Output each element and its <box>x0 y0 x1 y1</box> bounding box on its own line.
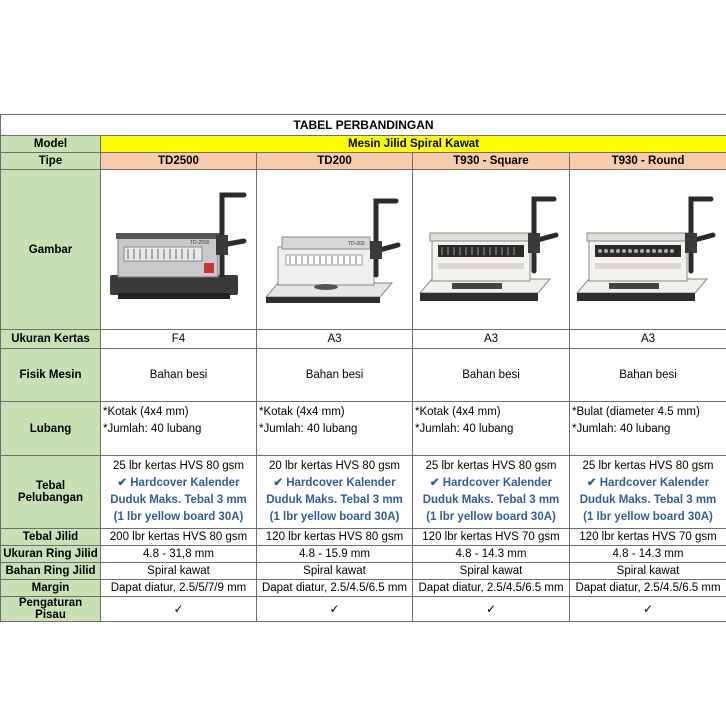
tipe-td2500: TD2500 <box>101 153 257 170</box>
tebal-jilid-td2500: 200 lbr kertas HVS 80 gsm <box>101 529 257 546</box>
pelubangan-tebal: Duduk Maks. Tebal 3 mm <box>110 494 247 506</box>
pelubangan-kertas: 25 lbr kertas HVS 80 gsm <box>582 460 714 472</box>
label-lubang: Lubang <box>1 402 101 456</box>
fisik-mesin-td2500: Bahan besi <box>101 349 257 402</box>
lubang-jumlah: *Jumlah: 40 lubang <box>103 423 202 435</box>
pisau-check-icon: ✓ <box>413 597 570 622</box>
pisau-check-icon: ✓ <box>101 597 257 622</box>
label-pengaturan-pisau: Pengaturan Pisau <box>1 597 101 622</box>
image-td2500 <box>101 170 257 330</box>
ukuran-ring-td2500: 4.8 - 31,8 mm <box>101 546 257 563</box>
pelubangan-board: (1 lbr yellow board 30A) <box>583 511 713 523</box>
lubang-jumlah: *Jumlah: 40 lubang <box>415 423 514 435</box>
margin-td2500: Dapat diatur, 2.5/5/7/9 mm <box>101 580 257 597</box>
ukuran-ring-t930-square: 4.8 - 14.3 mm <box>413 546 570 563</box>
pelubangan-td200 <box>257 456 413 529</box>
pelubangan-board: (1 lbr yellow board 30A) <box>269 511 400 523</box>
pelubangan-hardcover: ✔ Hardcover Kalender <box>273 477 396 489</box>
pisau-check-icon: ✓ <box>570 597 726 622</box>
bahan-ring-td2500: Spiral kawat <box>101 563 257 580</box>
machine-model-label: TD-2500 <box>189 239 209 246</box>
label-fisik-mesin: Fisik Mesin <box>1 349 101 402</box>
lubang-t930-round <box>570 402 726 456</box>
pelubangan-hardcover: ✔ Hardcover Kalender <box>117 477 240 489</box>
label-model: Model <box>1 136 101 153</box>
margin-t930-round: Dapat diatur, 2.5/4.5/6.5 mm <box>570 580 726 597</box>
lubang-td200 <box>257 402 413 456</box>
image-t930-square <box>413 170 570 330</box>
binding-machine-image <box>573 175 723 325</box>
binding-machine-image <box>104 175 254 325</box>
label-tebal-jilid: Tebal Jilid <box>1 529 101 546</box>
lubang-bentuk: *Kotak (4x4 mm) <box>259 406 345 418</box>
label-ukuran-ring: Ukuran Ring Jilid <box>1 546 101 563</box>
ukuran-kertas-td2500: F4 <box>101 330 257 349</box>
image-t930-round <box>570 170 726 330</box>
ukuran-kertas-t930-square: A3 <box>413 330 570 349</box>
label-tipe: Tipe <box>1 153 101 170</box>
machine-model-label: TD-200 <box>347 240 365 247</box>
lubang-t930-square <box>413 402 570 456</box>
tebal-jilid-td200: 120 lbr kertas HVS 80 gsm <box>257 529 413 546</box>
tebal-jilid-t930-round: 120 lbr kertas HVS 70 gsm <box>570 529 726 546</box>
label-ukuran-kertas: Ukuran Kertas <box>1 330 101 349</box>
pelubangan-kertas: 20 lbr kertas HVS 80 gsm <box>268 460 401 472</box>
bahan-ring-t930-square: Spiral kawat <box>413 563 570 580</box>
pelubangan-board: (1 lbr yellow board 30A) <box>426 511 556 523</box>
pelubangan-kertas: 25 lbr kertas HVS 80 gsm <box>425 460 557 472</box>
pisau-check-icon: ✓ <box>257 597 413 622</box>
bahan-ring-td200: Spiral kawat <box>257 563 413 580</box>
comparison-table <box>0 114 726 622</box>
ukuran-kertas-t930-round: A3 <box>570 330 726 349</box>
fisik-mesin-t930-round: Bahan besi <box>570 349 726 402</box>
tipe-t930-round: T930 - Round <box>570 153 726 170</box>
pelubangan-tebal: Duduk Maks. Tebal 3 mm <box>266 494 403 506</box>
ukuran-ring-td200: 4.8 - 15.9 mm <box>257 546 413 563</box>
label-tebal-pelubangan: Tebal Pelubangan <box>1 456 101 529</box>
margin-t930-square: Dapat diatur, 2.5/4.5/6.5 mm <box>413 580 570 597</box>
label-margin: Margin <box>1 580 101 597</box>
binding-machine-image <box>260 175 410 325</box>
pelubangan-t930-square <box>413 456 570 529</box>
label-gambar: Gambar <box>1 170 101 330</box>
lubang-jumlah: *Jumlah: 40 lubang <box>572 423 671 435</box>
table-title: TABEL PERBANDINGAN <box>1 115 726 136</box>
bahan-ring-t930-round: Spiral kawat <box>570 563 726 580</box>
lubang-bentuk: *Kotak (4x4 mm) <box>103 406 189 418</box>
binding-machine-image <box>416 175 566 325</box>
pelubangan-tebal: Duduk Maks. Tebal 3 mm <box>579 494 717 506</box>
lubang-bentuk: *Bulat (diameter 4.5 mm) <box>572 406 700 418</box>
fisik-mesin-t930-square: Bahan besi <box>413 349 570 402</box>
tipe-td200: TD200 <box>257 153 413 170</box>
pelubangan-hardcover: ✔ Hardcover Kalender <box>429 477 553 489</box>
label-bahan-ring: Bahan Ring Jilid <box>1 563 101 580</box>
pelubangan-tebal: Duduk Maks. Tebal 3 mm <box>422 494 560 506</box>
pelubangan-td2500 <box>101 456 257 529</box>
pelubangan-kertas: 25 lbr kertas HVS 80 gsm <box>112 460 245 472</box>
lubang-jumlah: *Jumlah: 40 lubang <box>259 423 358 435</box>
lubang-bentuk: *Kotak (4x4 mm) <box>415 406 501 418</box>
model-value: Mesin Jilid Spiral Kawat <box>101 136 726 153</box>
pelubangan-t930-round <box>570 456 726 529</box>
ukuran-ring-t930-round: 4.8 - 14.3 mm <box>570 546 726 563</box>
tebal-jilid-t930-square: 120 lbr kertas HVS 70 gsm <box>413 529 570 546</box>
pelubangan-hardcover: ✔ Hardcover Kalender <box>586 477 710 489</box>
fisik-mesin-td200: Bahan besi <box>257 349 413 402</box>
tipe-t930-square: T930 - Square <box>413 153 570 170</box>
ukuran-kertas-td200: A3 <box>257 330 413 349</box>
lubang-td2500 <box>101 402 257 456</box>
image-td200 <box>257 170 413 330</box>
margin-td200: Dapat diatur, 2.5/4.5/6.5 mm <box>257 580 413 597</box>
pelubangan-board: (1 lbr yellow board 30A) <box>113 511 244 523</box>
